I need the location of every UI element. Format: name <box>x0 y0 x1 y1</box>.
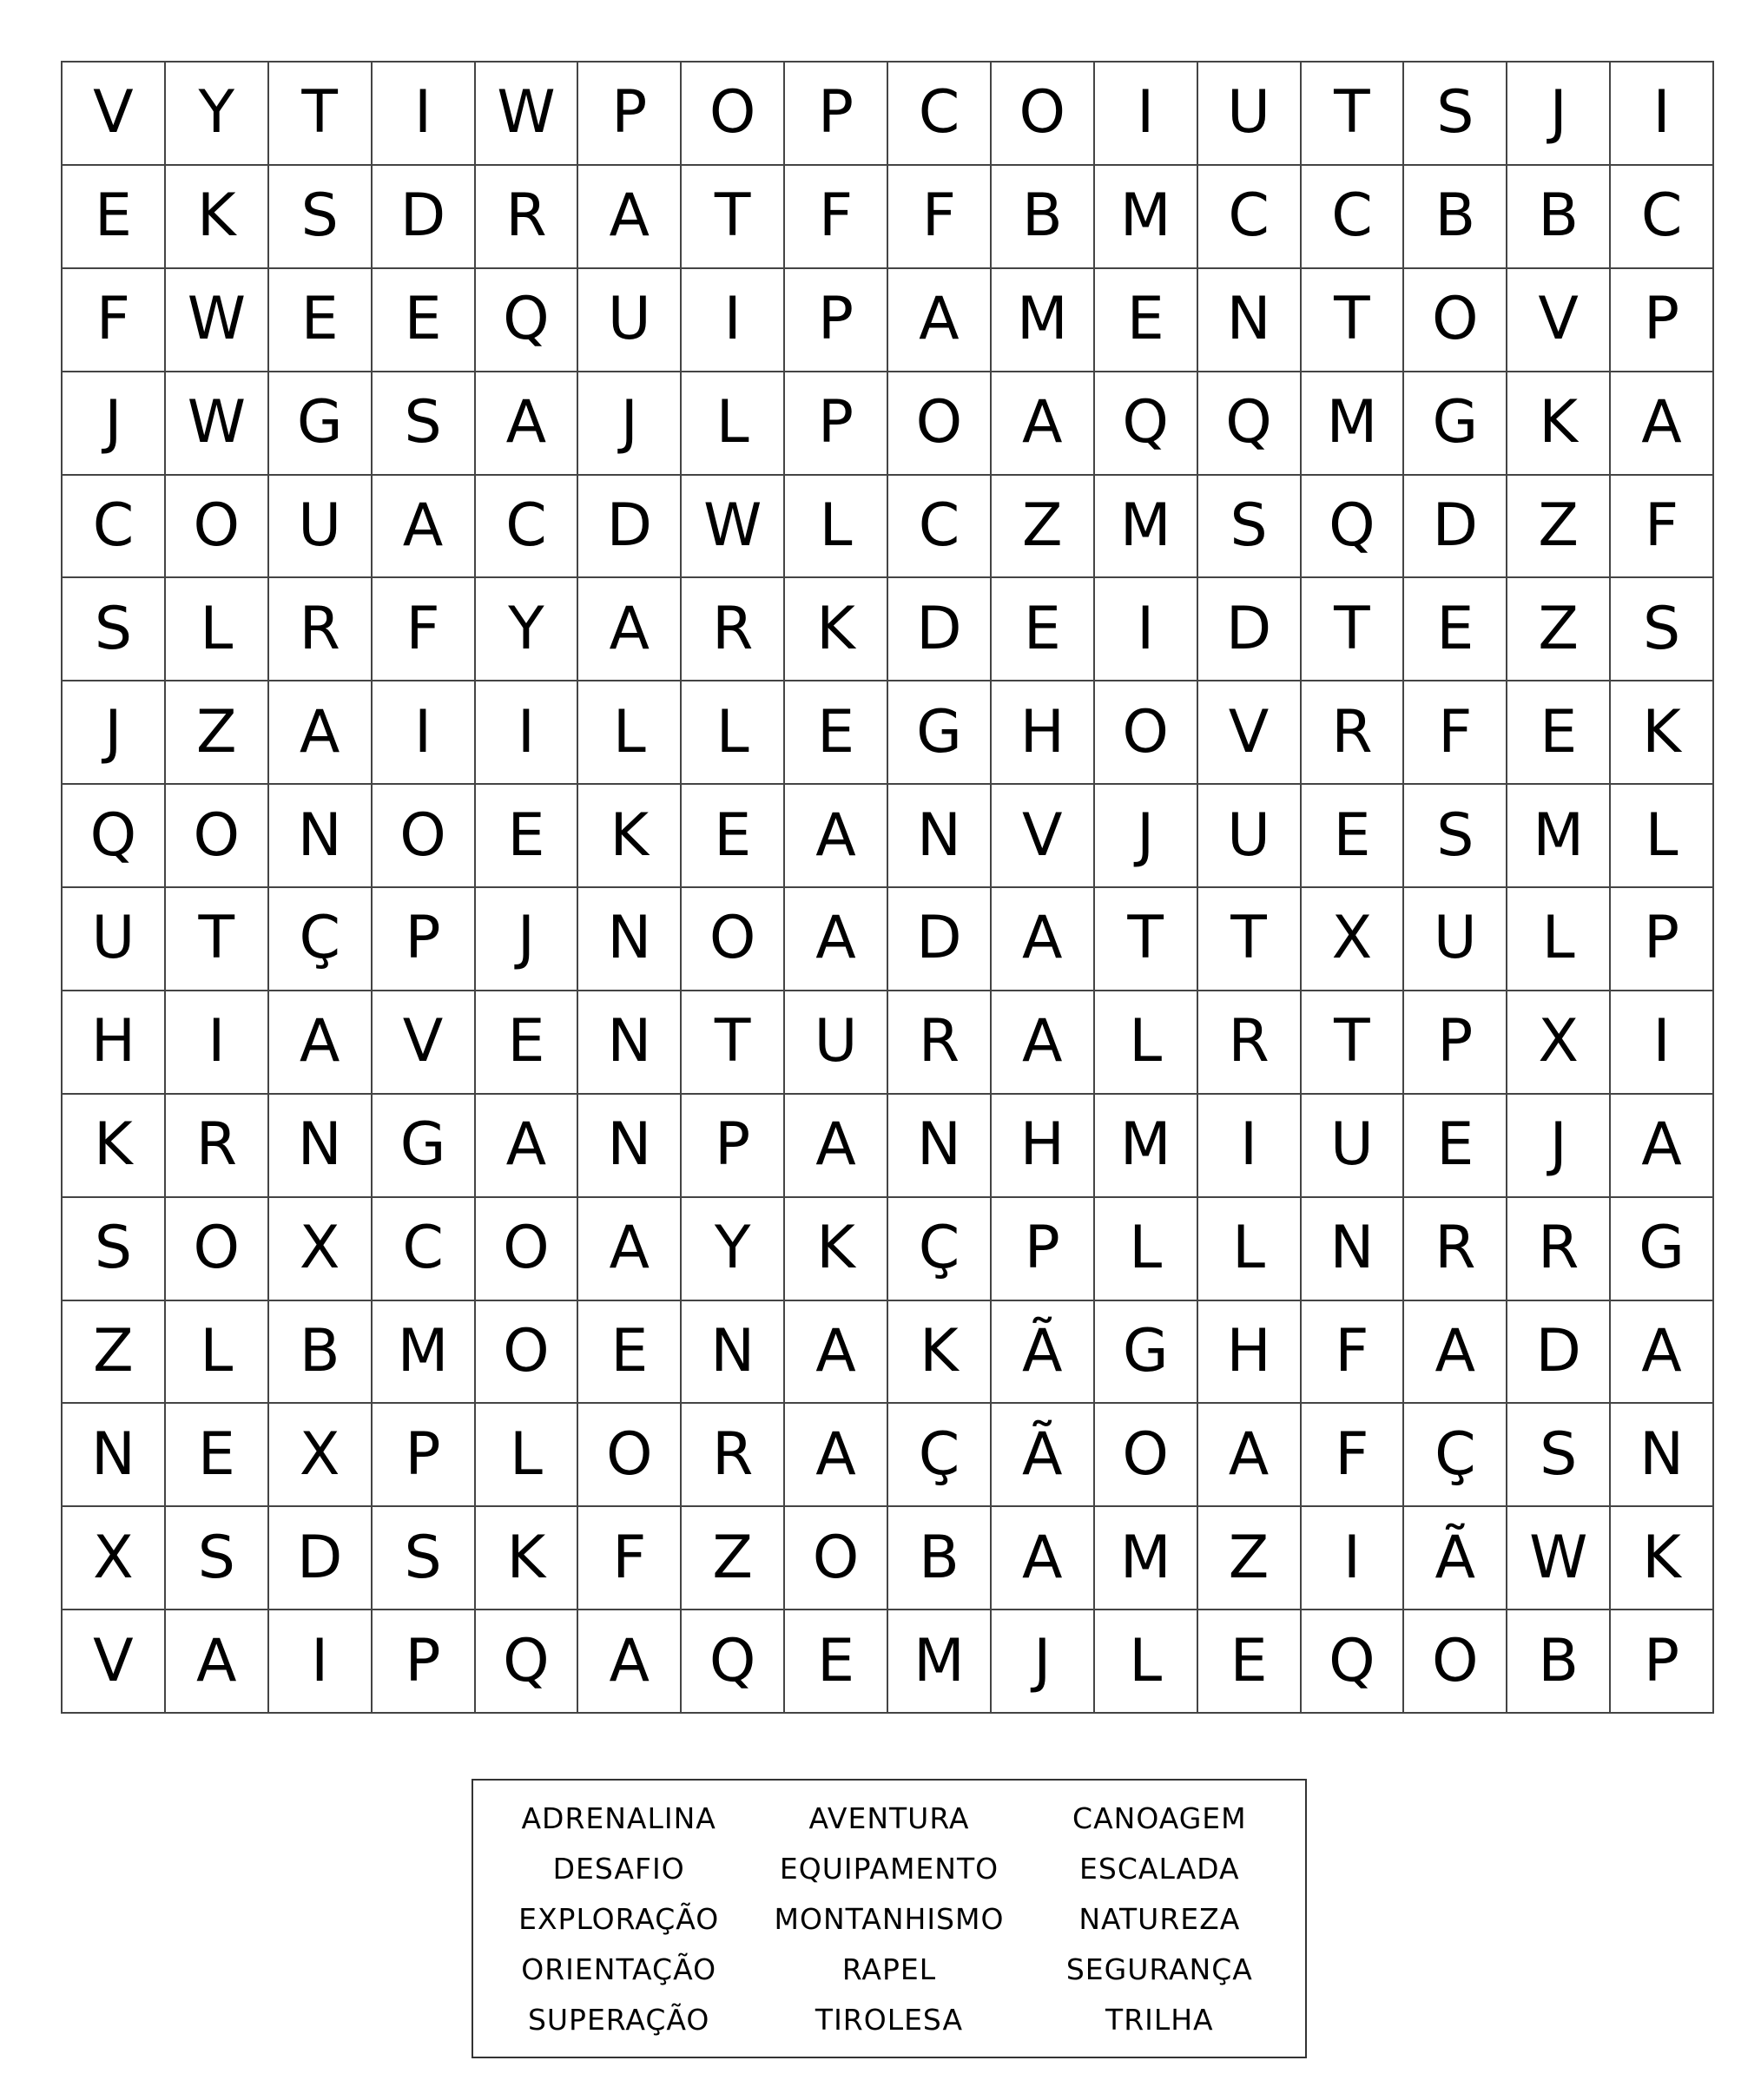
grid-cell[interactable]: Q <box>476 269 579 372</box>
grid-cell[interactable]: P <box>1611 888 1714 991</box>
word-list <box>472 1779 1307 2058</box>
grid-cell[interactable]: S <box>1404 785 1507 888</box>
grid-cell[interactable]: K <box>476 1507 579 1610</box>
grid-cell[interactable]: D <box>888 888 992 991</box>
grid-cell[interactable]: K <box>785 578 888 681</box>
grid-cell[interactable]: G <box>269 372 373 476</box>
grid-cell[interactable]: P <box>373 1404 476 1507</box>
grid-cell[interactable]: P <box>1404 991 1507 1095</box>
grid-cell[interactable]: M <box>373 1301 476 1405</box>
grid-cell[interactable]: P <box>373 1610 476 1714</box>
grid-cell[interactable]: D <box>1404 476 1507 579</box>
grid-cell[interactable]: K <box>1507 372 1611 476</box>
grid-cell[interactable]: O <box>1404 1610 1507 1714</box>
grid-cell[interactable]: Q <box>1302 1610 1405 1714</box>
grid-cell[interactable]: Q <box>476 1610 579 1714</box>
grid-cell[interactable]: K <box>166 166 269 269</box>
grid-cell[interactable]: O <box>166 1198 269 1301</box>
grid-cell[interactable]: A <box>992 888 1095 991</box>
word-list-item: ORIENTAÇÃO <box>521 1952 717 1986</box>
grid-cell[interactable]: I <box>682 269 785 372</box>
grid-cell[interactable]: P <box>1611 269 1714 372</box>
grid-cell[interactable]: S <box>1507 1404 1611 1507</box>
grid-cell[interactable]: K <box>63 1095 166 1198</box>
grid-cell[interactable]: A <box>785 785 888 888</box>
grid-cell[interactable]: L <box>578 681 682 785</box>
grid-cell[interactable]: N <box>1611 1404 1714 1507</box>
grid-cell[interactable]: E <box>1095 269 1198 372</box>
grid-cell[interactable]: W <box>682 476 785 579</box>
grid-cell[interactable]: I <box>269 1610 373 1714</box>
grid-cell[interactable]: T <box>682 166 785 269</box>
grid-cell[interactable]: Z <box>63 1301 166 1405</box>
grid-cell[interactable]: E <box>785 1610 888 1714</box>
grid-cell[interactable]: M <box>1095 1095 1198 1198</box>
grid-cell[interactable]: C <box>373 1198 476 1301</box>
grid-cell[interactable]: Z <box>682 1507 785 1610</box>
grid-cell[interactable]: V <box>63 1610 166 1714</box>
grid-cell[interactable]: N <box>1302 1198 1405 1301</box>
grid-cell[interactable]: A <box>888 269 992 372</box>
grid-cell[interactable]: F <box>63 269 166 372</box>
grid-cell[interactable]: E <box>476 785 579 888</box>
grid-cell[interactable]: W <box>476 63 579 166</box>
grid-cell[interactable]: J <box>1507 63 1611 166</box>
grid-cell[interactable]: F <box>1404 681 1507 785</box>
grid-cell[interactable]: J <box>1507 1095 1611 1198</box>
grid-cell[interactable]: K <box>1611 681 1714 785</box>
grid-cell[interactable]: A <box>476 1095 579 1198</box>
grid-cell[interactable]: G <box>888 681 992 785</box>
grid-cell[interactable]: A <box>476 372 579 476</box>
grid-cell[interactable]: A <box>1611 1095 1714 1198</box>
grid-cell[interactable]: L <box>1198 1198 1302 1301</box>
grid-cell[interactable]: G <box>1095 1301 1198 1405</box>
grid-cell[interactable]: S <box>373 1507 476 1610</box>
grid-cell[interactable]: A <box>785 1404 888 1507</box>
grid-cell[interactable]: T <box>1302 269 1405 372</box>
grid-cell[interactable]: M <box>1095 1507 1198 1610</box>
grid-cell[interactable]: V <box>992 785 1095 888</box>
grid-cell[interactable]: E <box>63 166 166 269</box>
word-list-item: SEGURANÇA <box>1065 1952 1253 1986</box>
grid-cell[interactable]: E <box>1404 578 1507 681</box>
grid-cell[interactable]: K <box>1611 1507 1714 1610</box>
grid-cell[interactable]: R <box>682 1404 785 1507</box>
grid-cell[interactable]: S <box>1611 578 1714 681</box>
grid-cell[interactable]: S <box>269 166 373 269</box>
grid-cell[interactable]: M <box>1302 372 1405 476</box>
grid-cell[interactable]: O <box>1095 1404 1198 1507</box>
grid-cell[interactable]: N <box>578 1095 682 1198</box>
grid-cell[interactable]: O <box>785 1507 888 1610</box>
grid-cell[interactable]: G <box>1404 372 1507 476</box>
grid-cell[interactable]: B <box>269 1301 373 1405</box>
grid-cell[interactable]: R <box>682 578 785 681</box>
grid-cell[interactable]: K <box>785 1198 888 1301</box>
grid-cell[interactable]: P <box>578 63 682 166</box>
grid-cell[interactable]: N <box>888 785 992 888</box>
grid-cell[interactable]: C <box>888 476 992 579</box>
grid-cell[interactable]: V <box>373 991 476 1095</box>
grid-cell[interactable]: J <box>578 372 682 476</box>
grid-cell[interactable]: A <box>1611 372 1714 476</box>
grid-cell[interactable]: A <box>166 1610 269 1714</box>
grid-cell[interactable]: I <box>373 63 476 166</box>
grid-cell[interactable]: E <box>373 269 476 372</box>
grid-cell[interactable]: C <box>1611 166 1714 269</box>
grid-cell[interactable]: Z <box>166 681 269 785</box>
grid-cell[interactable]: F <box>785 166 888 269</box>
grid-cell[interactable]: M <box>1095 476 1198 579</box>
grid-cell[interactable]: Ç <box>1404 1404 1507 1507</box>
grid-cell[interactable]: E <box>166 1404 269 1507</box>
grid-cell[interactable]: N <box>682 1301 785 1405</box>
grid-cell[interactable]: O <box>476 1301 579 1405</box>
word-list-item: ESCALADA <box>1079 1851 1240 1886</box>
grid-cell[interactable]: W <box>166 372 269 476</box>
grid-cell[interactable]: L <box>1095 991 1198 1095</box>
grid-cell[interactable]: T <box>1302 991 1405 1095</box>
grid-cell[interactable]: F <box>1302 1301 1405 1405</box>
grid-cell[interactable]: I <box>1095 578 1198 681</box>
grid-cell[interactable]: T <box>682 991 785 1095</box>
grid-cell[interactable]: R <box>1198 991 1302 1095</box>
grid-cell[interactable]: O <box>682 888 785 991</box>
grid-cell[interactable]: A <box>1404 1301 1507 1405</box>
grid-cell[interactable]: Q <box>1095 372 1198 476</box>
grid-cell[interactable]: X <box>1302 888 1405 991</box>
grid-cell[interactable]: O <box>888 372 992 476</box>
grid-cell[interactable]: R <box>1507 1198 1611 1301</box>
grid-cell[interactable]: I <box>1611 63 1714 166</box>
grid-cell[interactable]: Z <box>1507 578 1611 681</box>
grid-cell[interactable]: R <box>1404 1198 1507 1301</box>
grid-cell[interactable]: R <box>888 991 992 1095</box>
grid-cell[interactable]: Ã <box>992 1404 1095 1507</box>
grid-cell[interactable]: Z <box>1198 1507 1302 1610</box>
grid-cell[interactable]: A <box>785 888 888 991</box>
grid-cell[interactable]: E <box>1404 1095 1507 1198</box>
grid-cell[interactable]: A <box>785 1301 888 1405</box>
grid-cell[interactable]: D <box>269 1507 373 1610</box>
grid-cell[interactable]: C <box>476 476 579 579</box>
grid-cell[interactable]: A <box>1198 1404 1302 1507</box>
grid-cell[interactable]: M <box>992 269 1095 372</box>
word-list-item: MONTANHISMO <box>774 1901 1005 1936</box>
grid-cell[interactable]: R <box>476 166 579 269</box>
grid-cell[interactable]: A <box>373 476 476 579</box>
grid-cell[interactable]: L <box>1507 888 1611 991</box>
word-search-grid <box>61 61 1714 1714</box>
grid-cell[interactable]: P <box>1611 1610 1714 1714</box>
grid-cell[interactable]: J <box>992 1610 1095 1714</box>
grid-cell[interactable]: Ã <box>1404 1507 1507 1610</box>
grid-cell[interactable]: N <box>578 888 682 991</box>
grid-cell[interactable]: S <box>63 578 166 681</box>
word-list-item: EQUIPAMENTO <box>779 1851 999 1886</box>
grid-cell[interactable]: T <box>1302 578 1405 681</box>
grid-cell[interactable]: B <box>1507 1610 1611 1714</box>
grid-cell[interactable]: G <box>373 1095 476 1198</box>
grid-cell[interactable]: A <box>785 1095 888 1198</box>
grid-cell[interactable]: S <box>166 1507 269 1610</box>
grid-cell[interactable]: Q <box>682 1610 785 1714</box>
grid-cell[interactable]: B <box>992 166 1095 269</box>
grid-cell[interactable]: A <box>578 1198 682 1301</box>
grid-cell[interactable]: A <box>269 681 373 785</box>
grid-cell[interactable]: O <box>476 1198 579 1301</box>
grid-cell[interactable]: E <box>476 991 579 1095</box>
grid-cell[interactable]: Q <box>1302 476 1405 579</box>
grid-cell[interactable]: V <box>63 63 166 166</box>
grid-cell[interactable]: F <box>578 1507 682 1610</box>
grid-cell[interactable]: L <box>476 1404 579 1507</box>
grid-cell[interactable]: T <box>1198 888 1302 991</box>
grid-cell[interactable]: F <box>1611 476 1714 579</box>
grid-cell[interactable]: Y <box>682 1198 785 1301</box>
grid-cell[interactable]: R <box>166 1095 269 1198</box>
grid-cell[interactable]: H <box>1198 1301 1302 1405</box>
grid-cell[interactable]: K <box>888 1301 992 1405</box>
grid-cell[interactable]: C <box>1198 166 1302 269</box>
grid-cell[interactable]: U <box>269 476 373 579</box>
grid-cell[interactable]: Ç <box>888 1404 992 1507</box>
grid-cell[interactable]: O <box>1095 681 1198 785</box>
grid-cell[interactable]: A <box>992 991 1095 1095</box>
grid-cell[interactable]: S <box>1404 63 1507 166</box>
grid-cell[interactable]: A <box>992 372 1095 476</box>
word-list-item: SUPERAÇÃO <box>527 2002 710 2037</box>
grid-cell[interactable]: U <box>1198 785 1302 888</box>
grid-cell[interactable]: D <box>373 166 476 269</box>
grid-cell[interactable]: B <box>1507 166 1611 269</box>
grid-cell[interactable]: O <box>166 785 269 888</box>
grid-cell[interactable]: P <box>682 1095 785 1198</box>
grid-cell[interactable]: X <box>269 1404 373 1507</box>
grid-cell[interactable]: C <box>1302 166 1405 269</box>
grid-cell[interactable]: Ç <box>269 888 373 991</box>
grid-cell[interactable]: U <box>63 888 166 991</box>
grid-cell[interactable]: F <box>373 578 476 681</box>
grid-cell[interactable]: M <box>1095 166 1198 269</box>
grid-cell[interactable]: T <box>269 63 373 166</box>
grid-cell[interactable]: O <box>1404 269 1507 372</box>
word-list-item: CANOAGEM <box>1072 1800 1247 1835</box>
grid-cell[interactable]: L <box>682 372 785 476</box>
grid-cell[interactable]: D <box>1507 1301 1611 1405</box>
grid-cell[interactable]: O <box>373 785 476 888</box>
grid-cell[interactable]: Q <box>63 785 166 888</box>
grid-cell[interactable]: F <box>888 166 992 269</box>
grid-cell[interactable]: K <box>578 785 682 888</box>
grid-cell[interactable]: A <box>578 1610 682 1714</box>
grid-cell[interactable]: H <box>992 681 1095 785</box>
grid-cell[interactable]: C <box>63 476 166 579</box>
word-list-item: NATUREZA <box>1078 1901 1241 1936</box>
grid-cell[interactable]: X <box>269 1198 373 1301</box>
grid-cell[interactable]: A <box>992 1507 1095 1610</box>
word-list-item: EXPLORAÇÃO <box>518 1901 720 1936</box>
grid-cell[interactable]: O <box>992 63 1095 166</box>
grid-cell[interactable]: R <box>1302 681 1405 785</box>
grid-cell[interactable]: X <box>63 1507 166 1610</box>
grid-cell[interactable]: D <box>578 476 682 579</box>
grid-cell[interactable]: E <box>992 578 1095 681</box>
word-list-item: TIROLESA <box>815 2002 964 2037</box>
grid-cell[interactable]: T <box>1302 63 1405 166</box>
word-list-item: DESAFIO <box>552 1851 685 1886</box>
grid-cell[interactable]: I <box>166 991 269 1095</box>
grid-cell[interactable]: V <box>1198 681 1302 785</box>
grid-cell[interactable]: A <box>269 991 373 1095</box>
grid-cell[interactable]: N <box>578 991 682 1095</box>
grid-cell[interactable]: S <box>1198 476 1302 579</box>
grid-cell[interactable]: A <box>578 578 682 681</box>
grid-cell[interactable]: C <box>888 63 992 166</box>
grid-cell[interactable]: J <box>476 888 579 991</box>
grid-cell[interactable]: T <box>1095 888 1198 991</box>
grid-cell[interactable]: P <box>785 269 888 372</box>
grid-cell[interactable]: J <box>63 681 166 785</box>
grid-cell[interactable]: A <box>1611 1301 1714 1405</box>
grid-cell[interactable]: E <box>1198 1610 1302 1714</box>
grid-cell[interactable]: P <box>373 888 476 991</box>
grid-cell[interactable]: U <box>1404 888 1507 991</box>
grid-cell[interactable]: L <box>1611 785 1714 888</box>
grid-cell[interactable]: S <box>63 1198 166 1301</box>
grid-cell[interactable]: N <box>1198 269 1302 372</box>
grid-cell[interactable]: E <box>1302 785 1405 888</box>
grid-cell[interactable]: Y <box>166 63 269 166</box>
grid-cell[interactable]: J <box>1095 785 1198 888</box>
grid-cell[interactable]: L <box>1095 1198 1198 1301</box>
grid-cell[interactable]: Z <box>1507 476 1611 579</box>
word-list-item: TRILHA <box>1105 2002 1214 2037</box>
grid-cell[interactable]: L <box>785 476 888 579</box>
grid-cell[interactable]: D <box>1198 578 1302 681</box>
word-list-item: ADRENALINA <box>521 1800 716 1835</box>
grid-cell[interactable]: I <box>1198 1095 1302 1198</box>
grid-cell[interactable]: E <box>785 681 888 785</box>
grid-cell[interactable]: O <box>166 476 269 579</box>
grid-cell[interactable]: V <box>1507 269 1611 372</box>
grid-cell[interactable]: I <box>1095 63 1198 166</box>
grid-cell[interactable]: U <box>1198 63 1302 166</box>
grid-cell[interactable]: H <box>63 991 166 1095</box>
grid-cell[interactable]: N <box>888 1095 992 1198</box>
grid-cell[interactable]: U <box>1302 1095 1405 1198</box>
grid-cell[interactable]: Z <box>992 476 1095 579</box>
grid-cell[interactable]: I <box>373 681 476 785</box>
grid-cell[interactable]: O <box>682 63 785 166</box>
grid-cell[interactable]: L <box>166 1301 269 1405</box>
grid-cell[interactable]: U <box>578 269 682 372</box>
grid-cell[interactable]: E <box>1507 681 1611 785</box>
grid-cell[interactable]: Ç <box>888 1198 992 1301</box>
grid-cell[interactable]: S <box>373 372 476 476</box>
grid-cell[interactable]: A <box>578 166 682 269</box>
grid-cell[interactable]: E <box>578 1301 682 1405</box>
grid-cell[interactable]: Y <box>476 578 579 681</box>
grid-cell[interactable]: J <box>63 372 166 476</box>
grid-cell[interactable]: Ã <box>992 1301 1095 1405</box>
grid-cell[interactable]: L <box>166 578 269 681</box>
grid-cell[interactable]: F <box>1302 1404 1405 1507</box>
grid-cell[interactable]: N <box>269 785 373 888</box>
grid-cell[interactable]: W <box>166 269 269 372</box>
grid-cell[interactable]: L <box>1095 1610 1198 1714</box>
grid-cell[interactable]: Q <box>1198 372 1302 476</box>
grid-cell[interactable]: L <box>682 681 785 785</box>
grid-cell[interactable]: O <box>578 1404 682 1507</box>
grid-cell[interactable]: I <box>476 681 579 785</box>
grid-cell[interactable]: X <box>1507 991 1611 1095</box>
grid-cell[interactable]: I <box>1302 1507 1405 1610</box>
grid-cell[interactable]: G <box>1611 1198 1714 1301</box>
grid-cell[interactable]: M <box>1507 785 1611 888</box>
grid-cell[interactable]: N <box>269 1095 373 1198</box>
grid-cell[interactable]: R <box>269 578 373 681</box>
grid-cell[interactable]: P <box>992 1198 1095 1301</box>
grid-cell[interactable]: W <box>1507 1507 1611 1610</box>
grid-cell[interactable]: B <box>888 1507 992 1610</box>
grid-cell[interactable]: I <box>1611 991 1714 1095</box>
word-list-item: AVENTURA <box>808 1800 970 1835</box>
grid-cell[interactable]: M <box>888 1610 992 1714</box>
grid-cell[interactable]: N <box>63 1404 166 1507</box>
grid-cell[interactable]: P <box>785 63 888 166</box>
grid-cell[interactable]: B <box>1404 166 1507 269</box>
grid-cell[interactable]: E <box>682 785 785 888</box>
word-list-item: RAPEL <box>841 1952 937 1986</box>
grid-cell[interactable]: T <box>166 888 269 991</box>
grid-cell[interactable]: E <box>269 269 373 372</box>
grid-cell[interactable]: D <box>888 578 992 681</box>
grid-cell[interactable]: P <box>785 372 888 476</box>
grid-cell[interactable]: U <box>785 991 888 1095</box>
grid-cell[interactable]: H <box>992 1095 1095 1198</box>
